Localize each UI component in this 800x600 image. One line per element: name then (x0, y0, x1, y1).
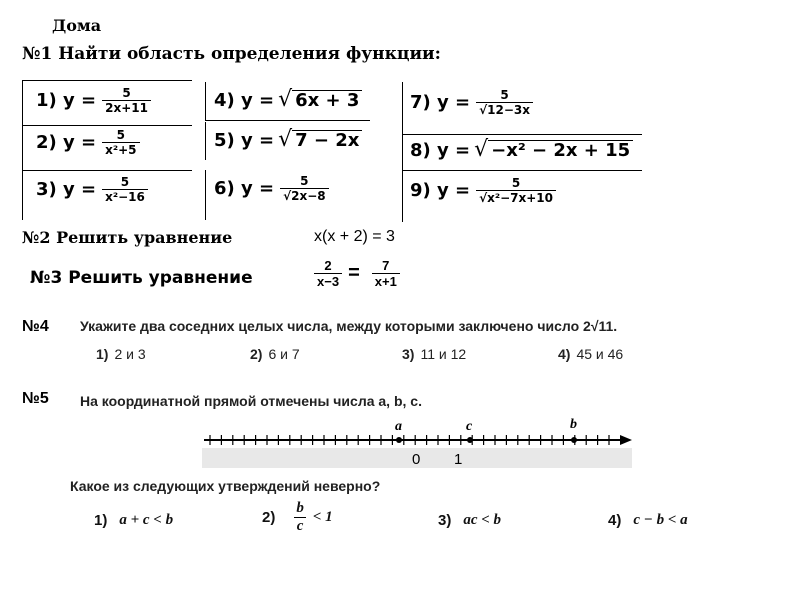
grid-line (402, 170, 642, 171)
task5-question2: Какое из следующих утверждений неверно? (70, 478, 381, 494)
fraction (293, 500, 307, 535)
fraction (102, 175, 148, 204)
task4-answer-4 (558, 346, 623, 362)
numerator: 5 (511, 176, 521, 190)
grid-line (22, 125, 192, 126)
grid-line (22, 80, 192, 81)
fraction (102, 86, 151, 115)
task1-item-8 (410, 137, 633, 162)
task4-answer-1 (96, 346, 146, 362)
task1-item-3 (36, 175, 148, 204)
radicand: −x² − 2x + 15 (488, 140, 633, 161)
item-label: 7) y = (410, 92, 471, 113)
fraction (476, 176, 556, 205)
sqrt-expression (278, 87, 362, 112)
numerator: 5 (500, 88, 509, 102)
task4-number: №4 (22, 318, 49, 335)
point-c (467, 437, 473, 443)
grid-line (205, 120, 370, 121)
answer-number: 3) (402, 346, 415, 362)
sqrt-expression (474, 137, 633, 162)
numerator: 7 (382, 258, 390, 273)
numerator: b (296, 500, 304, 516)
radicand: 6x + 3 (292, 90, 362, 111)
denominator: x+1 (372, 273, 400, 289)
grid-line (402, 134, 642, 135)
task4-answer-2 (250, 346, 300, 362)
right-fraction (372, 258, 400, 289)
denominator: c (294, 517, 307, 535)
item-label: 6) y = (214, 178, 275, 199)
answer-text: < 1 (312, 509, 333, 525)
label-a: a (395, 419, 402, 434)
grid-line (402, 82, 403, 222)
task3-heading: №3 Решить уравнение (30, 268, 253, 288)
numerator: 5 (116, 128, 125, 142)
grid-line (205, 170, 206, 220)
fraction (476, 88, 533, 117)
radical-sign: √ (278, 127, 293, 152)
fraction (102, 128, 139, 157)
answer-text: 2 и 3 (114, 346, 146, 362)
equals-sign: = (348, 262, 360, 284)
page-title: Дома (52, 16, 102, 35)
item-label: 2) y = (36, 132, 97, 153)
grid-line (22, 170, 192, 171)
point-a (396, 437, 402, 443)
task1-item-2 (36, 128, 140, 157)
item-label: 1) y = (36, 90, 97, 111)
sqrt-expression (278, 127, 362, 152)
denominator: 2x+11 (102, 100, 151, 115)
task5-answer-2 (262, 500, 333, 535)
task5-answer-1 (94, 512, 173, 529)
item-label: 8) y = (410, 140, 471, 161)
task2-equation: x(x + 2) = 3 (314, 228, 395, 245)
answer-text: 11 и 12 (420, 346, 467, 362)
label-one: 1 (454, 451, 463, 468)
denominator: x−3 (314, 273, 342, 289)
task5-number: №5 (22, 390, 49, 407)
answer-text: a + c < b (119, 512, 174, 528)
fraction (280, 174, 329, 203)
answer-number: 2) (250, 346, 263, 362)
numerator: 5 (122, 86, 131, 100)
task1-item-4 (214, 87, 362, 112)
item-label: 4) y = (214, 90, 275, 111)
radical-sign: √ (474, 137, 489, 162)
task4-question: Укажите два соседних целых числа, между которыми заключено число 2√11. (80, 318, 618, 334)
label-c: c (466, 419, 473, 434)
answer-number: 1) (96, 346, 109, 362)
radicand: 7 − 2x (292, 130, 362, 151)
task1-item-5 (214, 127, 362, 152)
task1-item-1 (36, 86, 151, 115)
denominator: x²+5 (102, 142, 139, 157)
task5-question: На координатной прямой отмечены числа a, b, c. (80, 393, 422, 409)
answer-text: ac < b (463, 512, 502, 528)
task5-answer-3 (438, 512, 501, 529)
denominator: x²−16 (102, 189, 148, 204)
task1-item-7 (410, 88, 533, 117)
answer-text: 6 и 7 (268, 346, 300, 362)
task5-answer-4 (608, 512, 688, 529)
task1-item-6 (214, 174, 329, 203)
denominator: √x²−7x+10 (476, 190, 556, 205)
task1-heading: №1 Найти область определения функции: (22, 44, 441, 64)
numerator: 5 (120, 175, 130, 189)
answer-number: 3) (438, 512, 452, 529)
arrow-icon (620, 435, 632, 445)
answer-text: c − b < a (633, 512, 688, 528)
task1-item-9 (410, 176, 556, 205)
grid-line (205, 122, 206, 160)
item-label: 9) y = (410, 180, 471, 201)
item-label: 3) y = (36, 179, 97, 200)
numerator: 2 (324, 258, 332, 273)
answer-text: 45 и 46 (576, 346, 624, 362)
answer-number: 4) (608, 512, 622, 529)
denominator: √2x−8 (280, 188, 329, 203)
number-line (200, 412, 640, 472)
grid-line (22, 80, 23, 220)
point-b (571, 437, 577, 443)
answer-number: 1) (94, 512, 108, 529)
radical-sign: √ (278, 87, 293, 112)
grid-line (205, 82, 206, 120)
task4-answer-3 (402, 346, 466, 362)
label-b: b (570, 417, 577, 432)
answer-number: 4) (558, 346, 571, 362)
task3-equation (308, 258, 400, 289)
numerator: 5 (300, 174, 309, 188)
denominator: √12−3x (476, 102, 533, 117)
item-label: 5) y = (214, 130, 275, 151)
label-zero: 0 (412, 451, 421, 468)
left-fraction (314, 258, 342, 289)
answer-number: 2) (262, 509, 276, 526)
task2-heading: №2 Решить уравнение (22, 228, 233, 247)
